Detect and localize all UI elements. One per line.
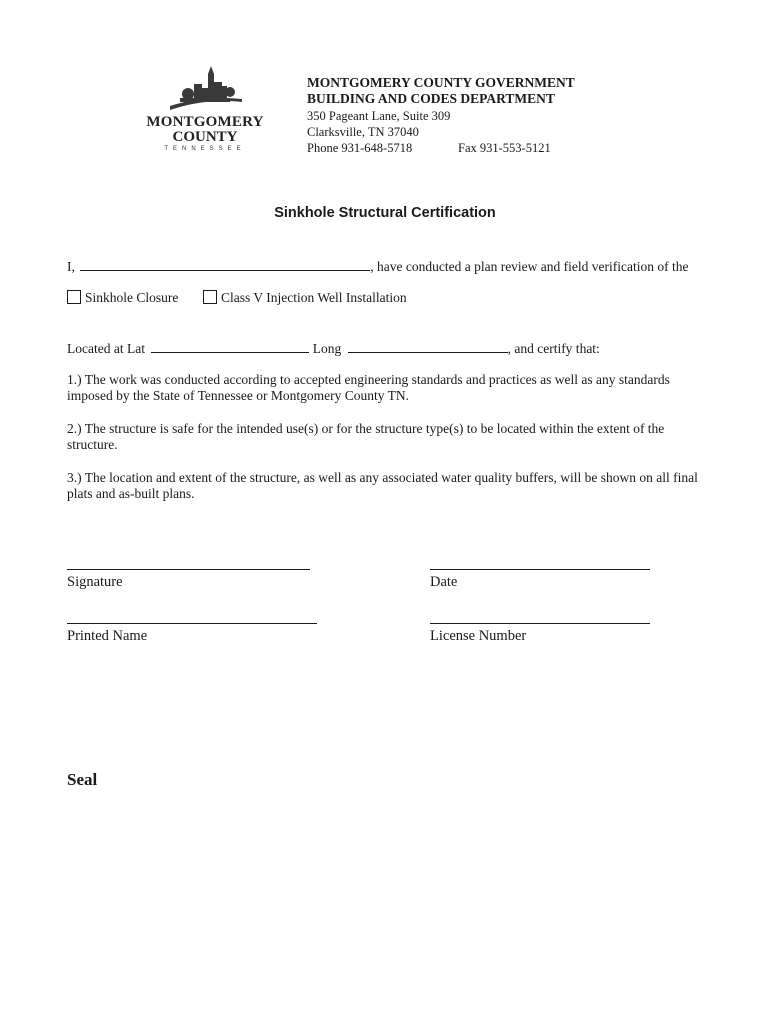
certification-item-2: 2.) The structure is safe for the intended use(s) or for the structure type(s) to be located within the extent of the structure. <box>67 421 665 452</box>
certification-item-1: 1.) The work was conducted according to accepted engineering standards and practices as well as any standards imposed by the State of Tennessee or Montgomery County TN. <box>67 372 670 403</box>
sinkhole-closure-checkbox[interactable] <box>67 290 81 304</box>
location-suffix: , and certify that: <box>507 341 600 356</box>
county-logo <box>140 66 270 166</box>
printed-name-field[interactable] <box>67 623 317 624</box>
org-line-2: BUILDING AND CODES DEPARTMENT <box>307 91 555 106</box>
longitude-field[interactable] <box>348 340 508 353</box>
statement-line <box>67 258 689 275</box>
location-line <box>67 340 600 357</box>
latitude-field[interactable] <box>151 340 309 353</box>
address-line-1: 350 Pageant Lane, Suite 309 <box>307 109 451 123</box>
signature-field[interactable] <box>67 569 310 570</box>
printed-name-label: Printed Name <box>67 628 148 644</box>
certification-item-3: 3.) The location and extent of the structure, as well as any associated water quality buffers, will be shown on all final plats and as-built plans. <box>67 470 698 501</box>
logo-word-montgomery: MONTGOMERY <box>146 114 264 130</box>
signature-label: Signature <box>67 574 123 590</box>
class-v-label: Class V Injection Well Installation <box>221 290 407 305</box>
option-sinkhole-closure[interactable] <box>67 290 178 306</box>
logo-word-tennessee: TENNESSEE <box>164 146 246 152</box>
sinkhole-closure-label: Sinkhole Closure <box>85 290 179 305</box>
form-title: Sinkhole Structural Certification <box>274 205 496 221</box>
lat-label: Located at Lat <box>67 341 145 356</box>
org-name <box>307 75 575 107</box>
date-field[interactable] <box>430 569 650 570</box>
statement-prefix: I, <box>67 259 75 274</box>
license-number-field[interactable] <box>430 623 650 624</box>
license-number-label: License Number <box>430 628 527 644</box>
date-label: Date <box>430 574 458 590</box>
skyline-icon <box>168 66 244 114</box>
option-class-v[interactable] <box>203 290 407 306</box>
org-line-1: MONTGOMERY COUNTY GOVERNMENT <box>307 75 575 90</box>
statement-suffix: , have conducted a plan review and field verification of the <box>370 259 689 274</box>
address-line-2: Clarksville, TN 37040 <box>307 125 419 139</box>
engineer-name-field[interactable] <box>80 258 370 271</box>
phone-number: Phone 931-648-5718 <box>307 141 413 155</box>
long-label: Long <box>312 341 342 356</box>
seal-label: Seal <box>67 770 98 789</box>
class-v-checkbox[interactable] <box>203 290 217 304</box>
fax-number: Fax 931-553-5121 <box>458 141 551 155</box>
logo-word-county: COUNTY <box>172 129 238 145</box>
